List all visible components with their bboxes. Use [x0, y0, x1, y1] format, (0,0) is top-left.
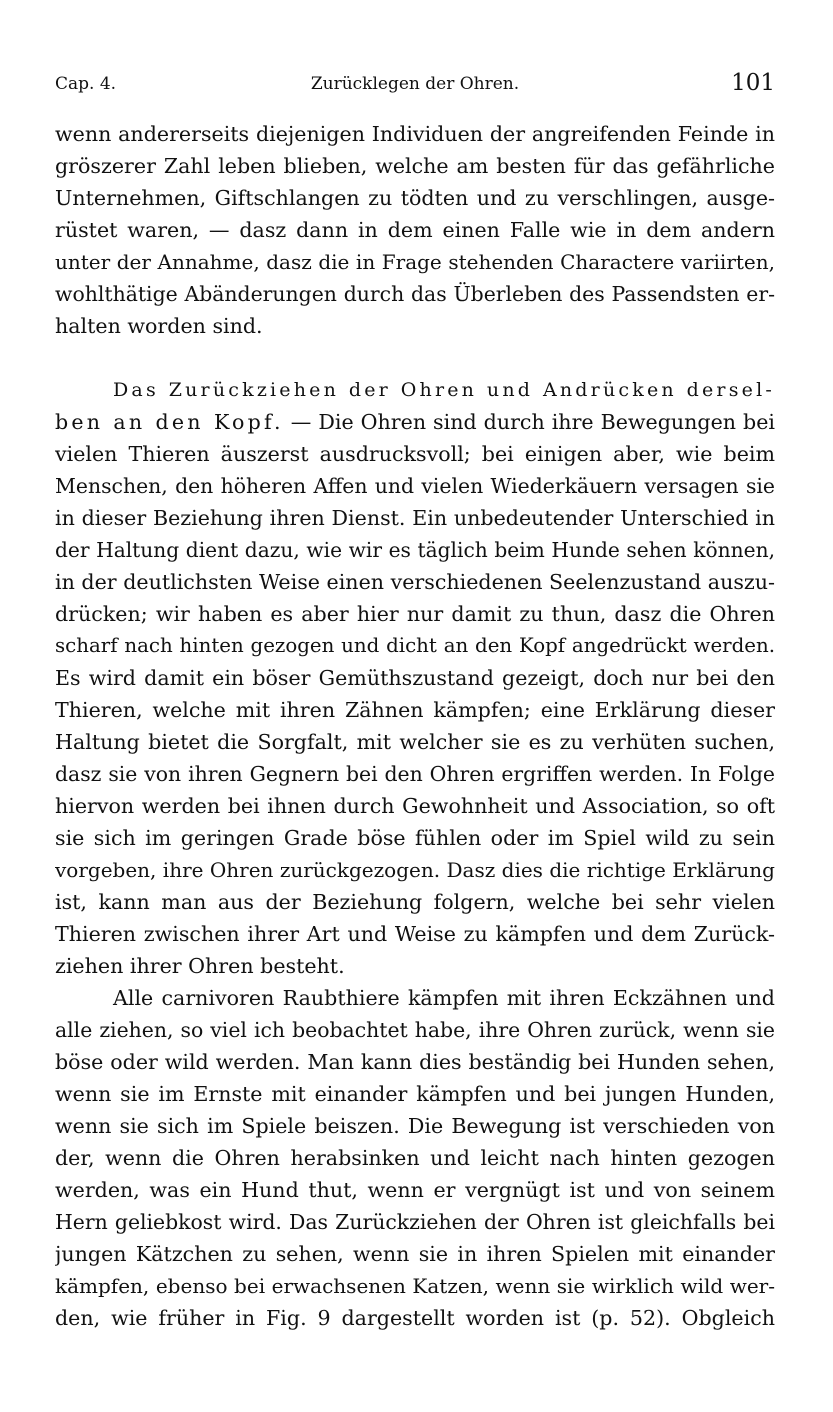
text-line: jungen Kätzchen zu sehen, wenn sie in ihren Spielen mit einander: [55, 1242, 775, 1266]
text-line: gröszerer Zahl leben blieben, welche am besten für das gefährliche: [55, 154, 775, 178]
text-line: der Haltung dient dazu, wie wir es täglich beim Hunde sehen können,: [55, 538, 775, 562]
text-line: vielen Thieren äuszerst ausdrucksvoll; bei einigen aber, wie beim: [55, 442, 775, 466]
text-line: ziehen ihrer Ohren besteht.: [55, 954, 345, 978]
text-line: hiervon werden bei ihnen durch Gewohnheit und Association, so oft: [55, 794, 775, 818]
text-line: wenn sie sich im Spiele beiszen. Die Bewegung ist verschieden von: [55, 1114, 775, 1138]
text-line: der, wenn die Ohren herabsinken und leicht nach hinten gezogen: [55, 1146, 775, 1170]
text-line: Es wird damit ein böser Gemüthszustand gezeigt, doch nur bei den: [55, 666, 775, 690]
text-line: in der deutlichsten Weise einen verschiedenen Seelenzustand auszu-: [55, 570, 775, 594]
body-text: [55, 118, 775, 1334]
section-heading: Das Zurückziehen der Ohren und Andrücken dersel-: [113, 379, 775, 401]
text-line: ist, kann man aus der Beziehung folgern, welche bei sehr vielen: [55, 890, 775, 914]
text-line: scharf nach hinten gezogen und dicht an den Kopf angedrückt werden.: [55, 634, 775, 657]
text-line: halten worden sind.: [55, 314, 263, 338]
text-line: rüstet waren, — dasz dann in dem einen Falle wie in dem andern: [55, 218, 775, 242]
section-heading-line: [55, 374, 775, 406]
text-line: Thieren zwischen ihrer Art und Weise zu kämpfen und dem Zurück-: [55, 922, 775, 946]
page-number: 101: [731, 70, 775, 96]
text-line: kämpfen, ebenso bei erwachsenen Katzen, wenn sie wirklich wild wer-: [55, 1274, 775, 1298]
text-line: drücken; wir haben es aber hier nur damit zu thun, dasz die Ohren: [55, 602, 775, 626]
text-line: Menschen, den höheren Affen und vielen Wiederkäuern versagen sie: [55, 474, 775, 498]
text-line: wohlthätige Abänderungen durch das Überleben des Passendsten er-: [55, 282, 775, 306]
text-line: Alle carnivoren Raubthiere kämpfen mit ihren Eckzähnen und: [113, 986, 775, 1010]
section-heading-continued: ben an den Kopf.: [55, 410, 284, 434]
text-segment: — Die Ohren sind durch ihre Bewegungen bei: [283, 410, 775, 434]
running-header: [55, 70, 775, 104]
text-line: alle ziehen, so viel ich beobachtet habe, ihre Ohren zurück, wenn sie: [55, 1018, 775, 1042]
text-line: wenn sie im Ernste mit einander kämpfen und bei jungen Hunden,: [55, 1082, 775, 1106]
text-line: werden, was ein Hund thut, wenn er vergnügt ist und von seinem: [55, 1178, 775, 1202]
text-line: den, wie früher in Fig. 9 dargestellt worden ist (p. 52). Obgleich: [55, 1306, 775, 1330]
paragraph-gap: [55, 342, 775, 374]
text-line: dasz sie von ihren Gegnern bei den Ohren ergriffen werden. In Folge: [55, 762, 775, 786]
text-line: in dieser Beziehung ihren Dienst. Ein unbedeutender Unterschied in: [55, 506, 775, 530]
text-line: wenn andererseits diejenigen Individuen der angreifenden Feinde in: [55, 122, 775, 146]
chapter-label: Cap. 4.: [55, 74, 117, 94]
text-line: unter der Annahme, dasz die in Frage stehenden Charactere variirten,: [55, 250, 775, 274]
text-line: Unternehmen, Giftschlangen zu tödten und zu verschlingen, ausge-: [55, 186, 775, 210]
text-line: vorgeben, ihre Ohren zurückgezogen. Dasz dies die richtige Erklärung: [55, 858, 775, 882]
text-line: [55, 406, 775, 438]
running-title: Zurücklegen der Ohren.: [310, 74, 520, 94]
text-line: Thieren, welche mit ihren Zähnen kämpfen; eine Erklärung dieser: [55, 698, 775, 722]
text-line: Haltung bietet die Sorgfalt, mit welcher sie es zu verhüten suchen,: [55, 730, 775, 754]
text-line: sie sich im geringen Grade böse fühlen oder im Spiel wild zu sein: [55, 826, 775, 850]
text-line: böse oder wild werden. Man kann dies beständig bei Hunden sehen,: [55, 1050, 775, 1074]
text-line: Hern geliebkost wird. Das Zurückziehen der Ohren ist gleichfalls bei: [55, 1210, 775, 1234]
